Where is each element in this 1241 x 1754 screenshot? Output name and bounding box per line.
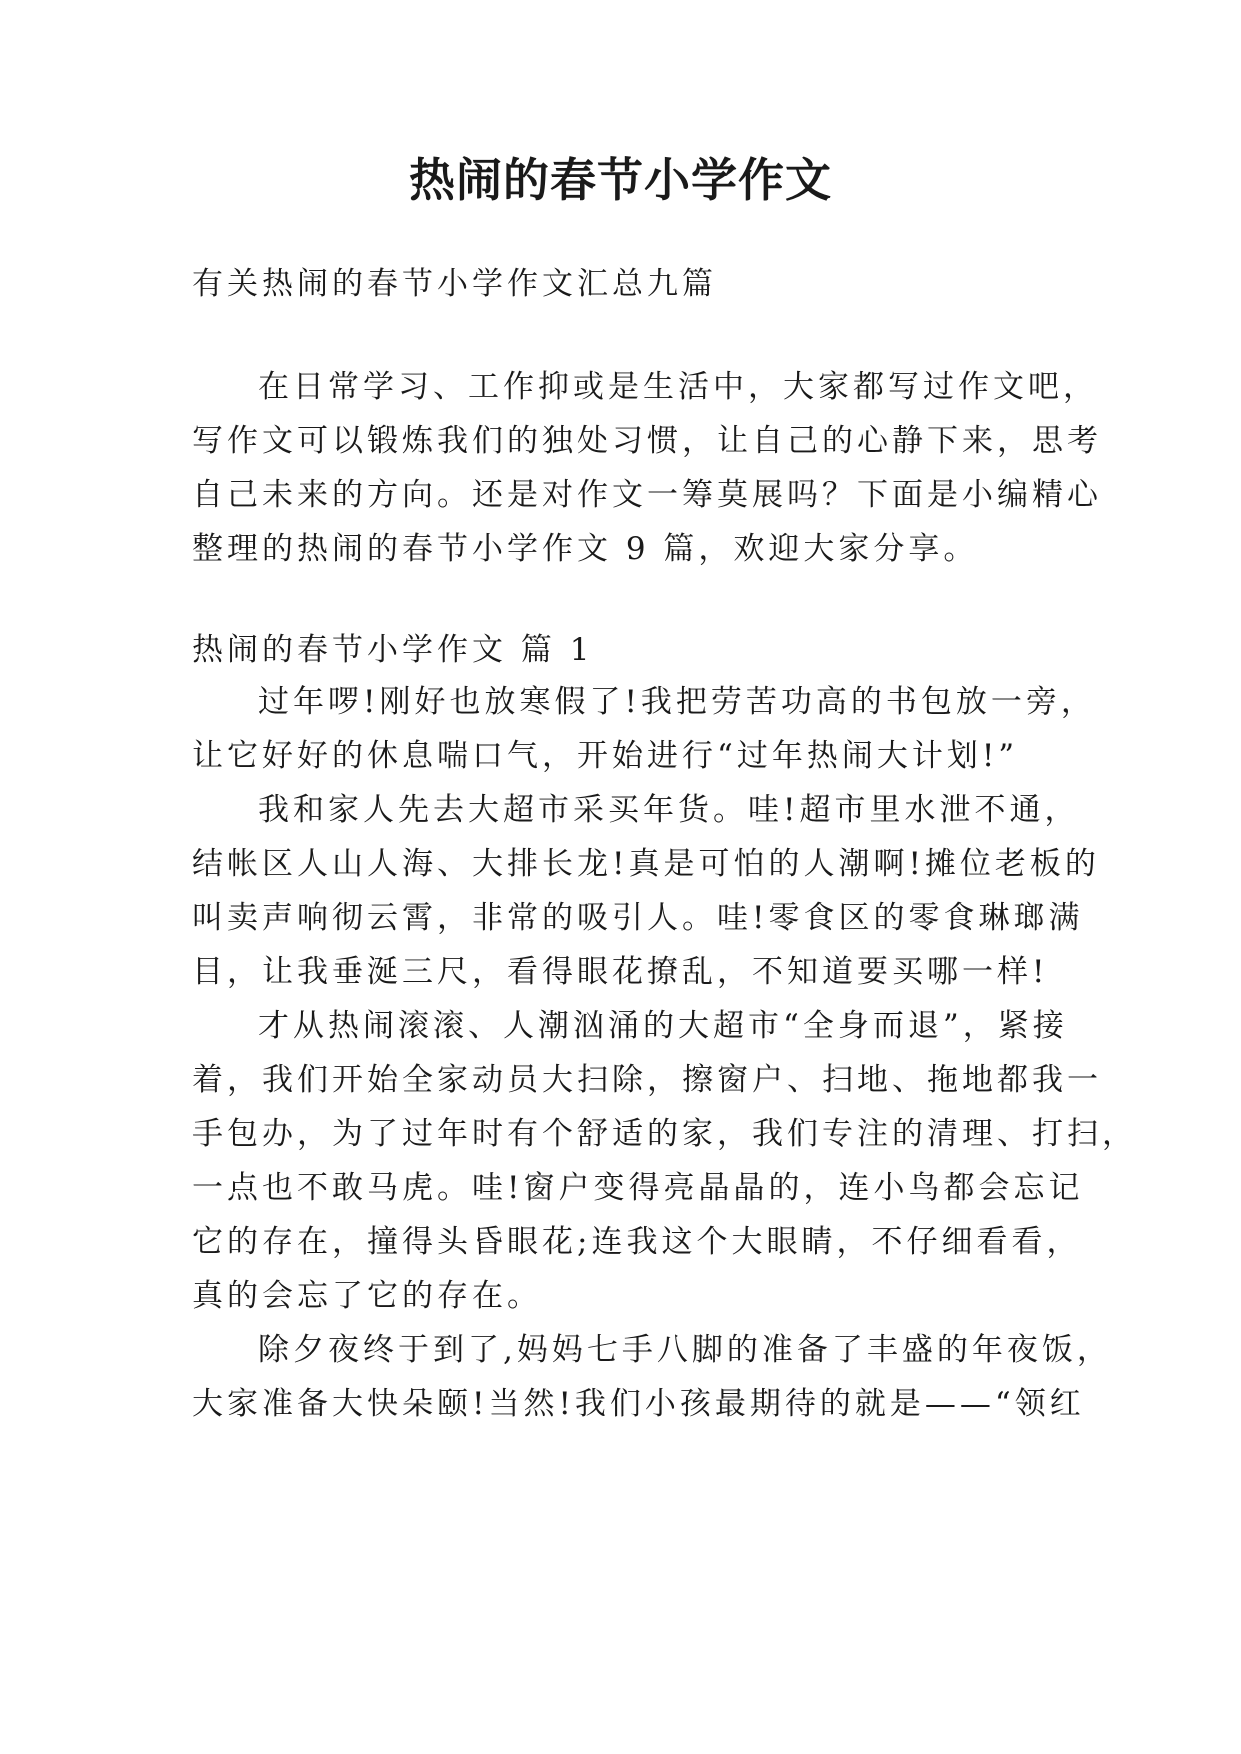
body-line: 着，我们开始全家动员大扫除，擦窗户、扫地、拖地都我一	[192, 1062, 1102, 1098]
body-line: 结帐区人山人海、大排长龙!真是可怕的人潮啊!摊位老板的	[192, 846, 1100, 882]
body-line: 大家准备大快朵颐!当然!我们小孩最期待的就是——“领红	[192, 1386, 1085, 1422]
body-line: 叫卖声响彻云霄，非常的吸引人。哇!零食区的零食琳瑯满	[192, 900, 1084, 936]
body-line: 让它好好的休息喘口气，开始进行“过年热闹大计划!”	[192, 738, 1019, 774]
intro-line-1: 在日常学习、工作抑或是生活中，大家都写过作文吧，	[258, 369, 1098, 405]
body-line: 手包办，为了过年时有个舒适的家，我们专注的清理、打扫，	[192, 1116, 1137, 1152]
body-line: 目，让我垂涎三尺，看得眼花撩乱，不知道要买哪一样!	[192, 954, 1049, 990]
body-line: 才从热闹滚滚、人潮汹涌的大超市“全身而退”，紧接	[258, 1008, 1068, 1044]
body-line: 一点也不敢马虎。哇!窗户变得亮晶晶的，连小鸟都会忘记	[192, 1170, 1084, 1206]
intro-line-2: 写作文可以锻炼我们的独处习惯，让自己的心静下来，思考	[192, 423, 1102, 459]
body-line: 它的存在，撞得头昏眼花;连我这个大眼睛，不仔细看看，	[192, 1224, 1082, 1260]
subtitle: 有关热闹的春节小学作文汇总九篇	[192, 266, 717, 302]
body-line: 真的会忘了它的存在。	[192, 1278, 542, 1314]
body-line: 除夕夜终于到了,妈妈七手八脚的准备了丰盛的年夜饭，	[258, 1332, 1112, 1368]
page-title: 热闹的春节小学作文	[409, 153, 832, 207]
intro-line-3: 自己未来的方向。还是对作文一筹莫展吗？下面是小编精心	[192, 477, 1102, 513]
body-line: 过年啰!刚好也放寒假了!我把劳苦功高的书包放一旁，	[258, 684, 1096, 720]
intro-line-4: 整理的热闹的春节小学作文 9 篇，欢迎大家分享。	[192, 531, 979, 567]
body-line: 我和家人先去大超市采买年货。哇!超市里水泄不通，	[258, 792, 1080, 828]
section-heading: 热闹的春节小学作文 篇 1	[192, 632, 594, 668]
